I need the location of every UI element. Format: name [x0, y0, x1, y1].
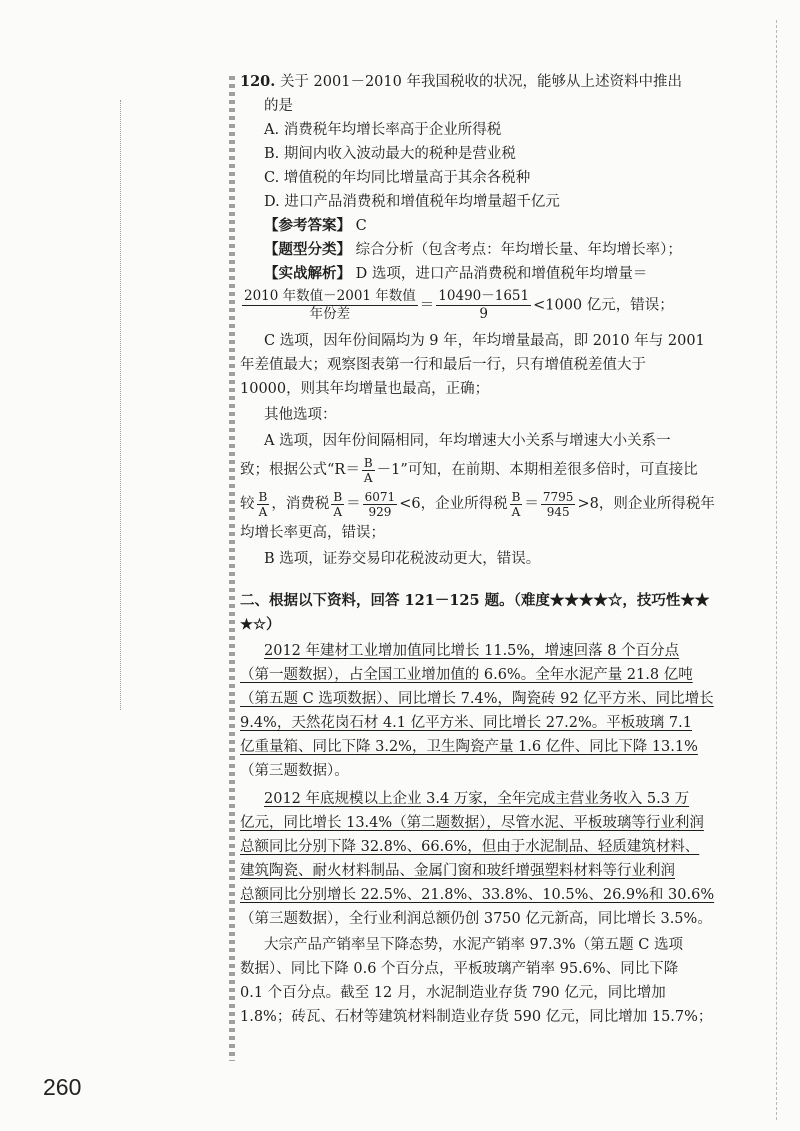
- binding-wavy-line: [229, 76, 235, 1061]
- question-stem-line1: [240, 74, 682, 90]
- paragraph-line: 总额同比分别下降 32.8%、66.6%，但由于水泥制品、轻质建筑材料、: [240, 839, 700, 855]
- material-paragraph-2: [240, 787, 718, 931]
- fraction-denominator: A: [333, 504, 343, 519]
- fraction-numerator: B: [333, 489, 343, 504]
- formula-line: $\frac{\text{2010 年数值－2001 年数值}}{\text{年份差}}$ ＝ $\frac{10490-1651}{9}$ <1000 亿元，错误；: [244, 288, 674, 322]
- paragraph-line: （第五题 C 选项数据）、同比增长 7.4%，陶瓷砖 92 亿平方米、同比增长: [240, 691, 714, 707]
- paragraph-line: 数据）、同比下降 0.6 个百分点，平板玻璃产销率 95.6%、同比下降: [240, 961, 679, 977]
- analysis-text: D 选项，进口产品消费税和增值税年均增量＝: [355, 266, 648, 282]
- formula-fraction-ba-3: [331, 490, 344, 519]
- formula-result: <1000 亿元，错误；: [533, 297, 674, 314]
- fraction-numerator: 7795: [542, 489, 574, 504]
- b-analysis-line: B 选项，证券交易印花税波动更大，错误。: [264, 551, 541, 567]
- option-c: C. 增值税的年均同比增量高于其余各税种: [264, 170, 531, 186]
- page-number: 260: [43, 1074, 82, 1100]
- fraction-denominator: 945: [546, 504, 570, 519]
- material-paragraph-3: [240, 933, 718, 1029]
- paragraph-line: 建筑陶瓷、耐火材料制品、金属门窗和玻纤增强塑料材料等行业利润: [240, 863, 675, 879]
- fraction-denominator: A: [511, 504, 521, 519]
- fraction-numerator: 2010 年数值－2001 年数值: [244, 288, 416, 304]
- page-content: [240, 70, 718, 1029]
- section-heading-line2: ★☆）: [240, 616, 281, 633]
- question-number: 120.: [240, 73, 276, 90]
- text-segment: <6，企业所得税: [399, 496, 508, 512]
- formula-fraction-ba-2: [257, 490, 270, 519]
- other-options-label: 其他选项：: [264, 407, 337, 423]
- a-analysis-line1: A 选项，因年份间隔相同，年均增速大小关系与增速大小关系一: [264, 433, 671, 449]
- text-segment: >8，则企业所得税年: [577, 496, 715, 512]
- material-paragraph-1: [240, 639, 718, 783]
- paragraph-line: 0.1 个百分点。截至 12 月，水泥制造业存货 790 亿元，同比增加: [240, 985, 666, 1001]
- text-segment: ，消费税: [271, 496, 330, 512]
- text-segment: 较: [240, 496, 255, 512]
- fraction-denominator: 9: [479, 306, 488, 322]
- paragraph-line: 亿重量箱、同比下降 3.2%，卫生陶瓷产量 1.6 亿件、同比下降 13.1%: [240, 739, 698, 755]
- type-value: 综合分析（包含考点：年均增长量、年均增长率）；: [355, 242, 682, 258]
- option-d: D. 进口产品消费税和增值税年均增量超千亿元: [264, 194, 560, 210]
- paragraph-line: 1.8%；砖瓦、石材等建筑材料制造业存货 590 亿元，同比增加 15.7%；: [240, 1009, 713, 1025]
- c-analysis-line1: C 选项，因年份间隔均为 9 年，年均增量最高，即 2010 年与 2001: [264, 333, 705, 349]
- paragraph-line: 2012 年建材工业增加值同比增长 11.5%，增速回落 8 个百分点: [264, 643, 680, 659]
- option-b: B. 期间内收入波动最大的税种是营业税: [264, 146, 516, 162]
- type-label: 【题型分类】: [264, 241, 351, 258]
- question-stem-line2: 的是: [264, 98, 293, 114]
- a-analysis-line4: 均增长率更高，错误；: [240, 525, 385, 541]
- fraction-numerator: B: [258, 489, 268, 504]
- paragraph-line: 亿元，同比增长 13.4%（第二题数据），尽管水泥、平板玻璃等行业利润: [240, 815, 704, 831]
- fraction-denominator: A: [363, 470, 373, 485]
- formula-fraction-ba-4: [510, 490, 523, 519]
- margin-dotted-line: [120, 100, 122, 710]
- question-120: [240, 70, 718, 571]
- formula-fraction-ba: [362, 456, 375, 485]
- fraction-denominator: 929: [368, 504, 392, 519]
- formula-fraction-1: [242, 288, 418, 323]
- paragraph-line: 大宗产品产销率呈下降态势，水泥产销率 97.3%（第五题 C 选项: [264, 937, 683, 953]
- fraction-numerator: B: [363, 455, 373, 470]
- a-analysis-line3: 较 $\frac{B}{A}$ ，消费税 $\frac{B}{A}$ ＝ $\frac{6071}{929}$ <6，企业所得税 $\frac{B}{A}$ ＝ $\frac{7795}{945}$ >8，则企业所得税年: [240, 489, 715, 519]
- answer-line: [240, 214, 718, 238]
- a-analysis-line2: [240, 453, 718, 487]
- formula-fraction-consumption: [363, 490, 398, 519]
- fraction-numerator: B: [511, 489, 521, 504]
- right-margin-line: [776, 20, 778, 1120]
- c-analysis-line2: 年差值最大；观察图表第一行和最后一行，只有增值税差值大于: [240, 357, 646, 373]
- fraction-denominator: 年份差: [309, 306, 351, 322]
- question-stem: 关于 2001－2010 年我国税收的状况，能够从上述资料中推出: [279, 74, 682, 90]
- fraction-numerator: 6071: [364, 489, 396, 504]
- answer-value: C: [355, 218, 367, 234]
- analysis-label: 【实战解析】: [264, 265, 351, 282]
- fraction-numerator: 10490－1651: [438, 288, 530, 304]
- section-heading-line1: 二、根据以下资料，回答 121－125 题。（难度★★★★☆，技巧性★★: [240, 592, 710, 609]
- paragraph-line: （第三题数据），全行业利润总额仍创 3750 亿元新高，同比增长 3.5%。: [240, 911, 712, 927]
- type-line: [240, 238, 718, 262]
- formula-fraction-2: [436, 288, 531, 323]
- analysis-line: [240, 262, 718, 286]
- fraction-denominator: A: [258, 504, 268, 519]
- paragraph-line: 2012 年底规模以上企业 3.4 万家，全年完成主营业务收入 5.3 万: [264, 791, 690, 807]
- c-analysis-line3: 10000，则其年均增量也最高，正确；: [240, 381, 490, 397]
- answer-label: 【参考答案】: [264, 217, 351, 234]
- paragraph-line: （第一题数据），占全国工业增加值的 6.6%。全年水泥产量 21.8 亿吨: [240, 667, 693, 683]
- paragraph-line: （第三题数据）。: [240, 763, 349, 779]
- section-2: [240, 589, 718, 1029]
- text-segment: －1”可知，在前期、本期相差很多倍时，可直接比: [376, 462, 698, 478]
- paragraph-line: 总额同比分别增长 22.5%、21.8%、33.8%、10.5%、26.9%和 30.6%: [240, 887, 715, 903]
- paragraph-line: 9.4%，天然花岗石材 4.1 亿平方米、同比增长 27.2%。平板玻璃 7.1: [240, 715, 692, 731]
- text-segment: 致；根据公式“R＝: [240, 462, 360, 478]
- option-a: A. 消费税年均增长率高于企业所得税: [264, 122, 502, 138]
- formula-fraction-corporate: [541, 490, 576, 519]
